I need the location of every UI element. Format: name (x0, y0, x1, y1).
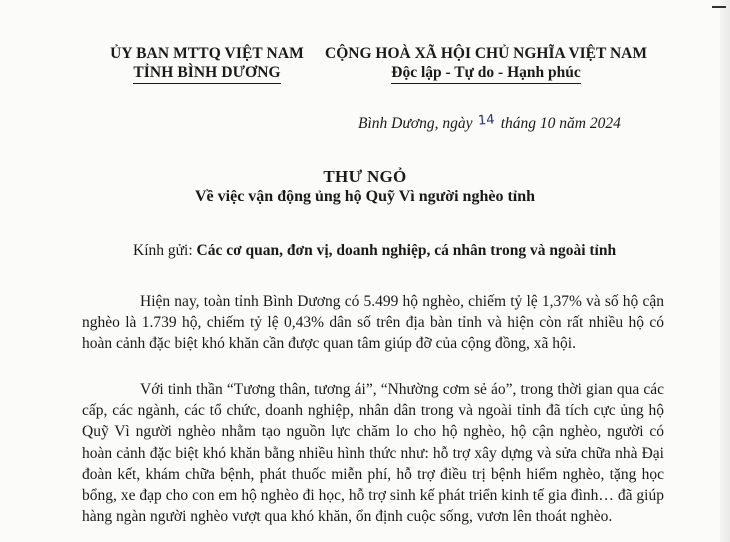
date-day-handwritten: 14 (477, 112, 496, 129)
document-subject: Về việc vận động ủng hộ Quỹ Vì người nghèo tỉnh (194, 188, 536, 205)
national-heading (306, 44, 666, 84)
body-paragraph-2 (82, 379, 664, 527)
org-name: ỦY BAN MTTQ VIỆT NAM (110, 45, 304, 62)
national-motto: Độc lập - Tự do - Hạnh phúc (391, 63, 580, 84)
issuing-organization (88, 44, 326, 84)
page-edge-shadow (720, 0, 730, 542)
date-prefix: Bình Dương, ngày (358, 115, 473, 132)
greeting-recipients: Các cơ quan, đơn vị, doanh nghiệp, cá nhân trong và ngoài tỉnh (196, 242, 617, 259)
date-line (358, 112, 621, 133)
greeting-line (133, 242, 616, 260)
nation-name: CỘNG HOÀ XÃ HỘI CHỦ NGHĨA VIỆT NAM (325, 45, 647, 62)
paragraph-2-text: Với tinh thần “Tương thân, tương ái”, “Nhường cơm sẻ áo”, trong thời gian qua các cấp, các ngành, các tổ chức, doanh nghiệp, nhân dân trong và ngoài tỉnh đã tích cực ủng hộ Quỹ Vì người nghèo nhằm tạo nguồn lực chăm lo cho hộ nghèo, hộ cận nghèo, người có hoàn cảnh đặc biệt khó khăn bằng nhiều hình thức như: hỗ trợ xây dựng và sửa chữa nhà Đại đoàn kết, khám chữa bệnh, phát thuốc miễn phí, hỗ trợ điều trị bệnh hiểm nghèo, tặng học bổng, xe đạp cho con em hộ nghèo đi học, hỗ trợ sinh kế phát triển kinh tế gia đình… đã giúp hàng ngàn người nghèo vượt qua khó khăn, ổn định cuộc sống, vươn lên thoát nghèo. (82, 381, 664, 526)
date-suffix: tháng 10 năm 2024 (500, 115, 621, 132)
paragraph-1-text: Hiện nay, toàn tỉnh Bình Dương có 5.499 hộ nghèo, chiếm tỷ lệ 1,37% và số hộ cận nghèo là 1.739 hộ, chiếm tỷ lệ 0,43% dân số trên địa bàn tỉnh và hiện còn rất nhiều hộ có hoàn cảnh đặc biệt khó khăn cần được quan tâm giúp đỡ của cộng đồng, xã hội. (82, 293, 664, 353)
org-province: TỈNH BÌNH DƯƠNG (133, 63, 280, 84)
greeting-label: Kính gửi: (133, 242, 193, 259)
corner-mark (712, 0, 726, 8)
body-paragraph-1 (82, 291, 664, 355)
document-title: THƯ NGỎ (323, 167, 407, 186)
